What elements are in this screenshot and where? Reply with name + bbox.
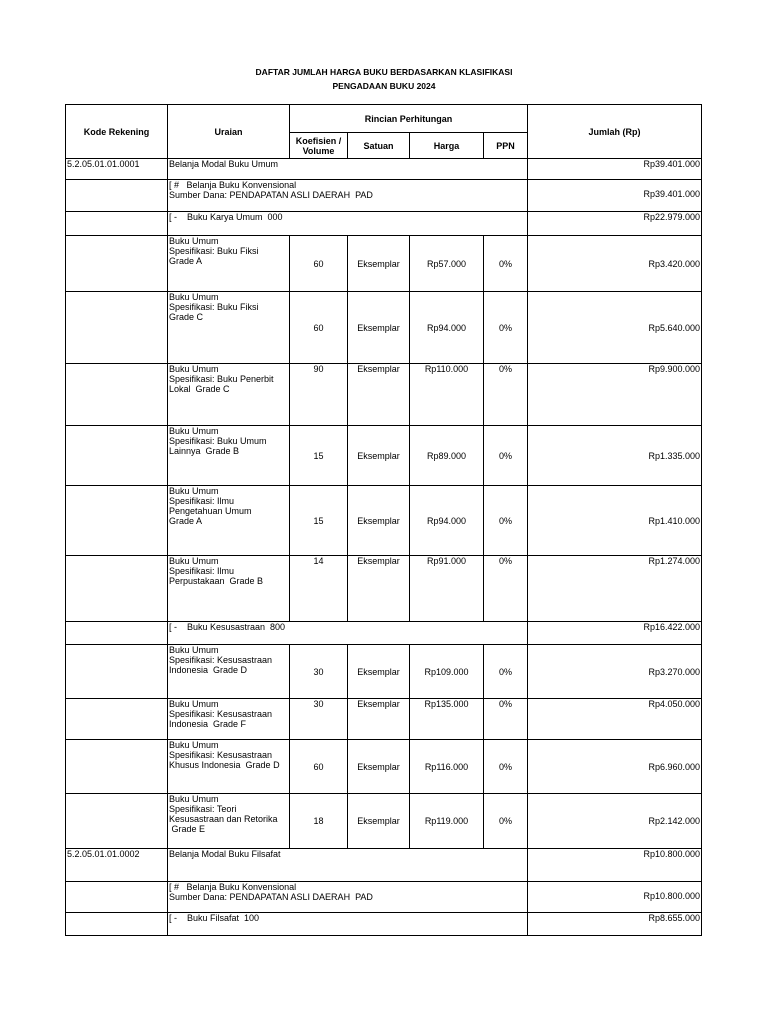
uraian-cell: [ # Belanja Buku Konvensional Sumber Dana: PENDAPATAN ASLI DAERAH PAD: [168, 882, 528, 913]
uraian-cell: Buku Umum Spesifikasi: Kesusastraan Indonesia Grade D: [168, 645, 290, 699]
kode-rekening-cell: 5.2.05.01.01.0001: [66, 159, 168, 180]
header-harga: Harga: [410, 133, 484, 159]
header-satuan: Satuan: [348, 133, 410, 159]
kode-rekening-cell: [66, 913, 168, 936]
uraian-cell: Buku Umum Spesifikasi: Ilmu Pengetahuan Umum Grade A: [168, 486, 290, 556]
volume-cell: 90: [290, 364, 348, 426]
volume-cell: 60: [290, 292, 348, 364]
jumlah-cell: Rp1.335.000: [528, 426, 702, 486]
uraian-cell: [ - Buku Karya Umum 000: [168, 212, 528, 236]
kode-rekening-cell: [66, 212, 168, 236]
item-row: [66, 364, 702, 426]
kode-rekening-cell: [66, 794, 168, 849]
uraian-cell: Belanja Modal Buku Filsafat: [168, 849, 528, 882]
ppn-cell: 0%: [484, 556, 528, 622]
jumlah-cell: Rp10.800.000: [528, 849, 702, 882]
jumlah-cell: Rp2.142.000: [528, 794, 702, 849]
kode-rekening-cell: [66, 622, 168, 645]
satuan-cell: Eksemplar: [348, 426, 410, 486]
ppn-cell: 0%: [484, 236, 528, 292]
harga-cell: Rp91.000: [410, 556, 484, 622]
header-ppn: PPN: [484, 133, 528, 159]
group-row: [66, 849, 702, 882]
harga-cell: Rp109.000: [410, 645, 484, 699]
jumlah-cell: Rp22.979.000: [528, 212, 702, 236]
header-uraian: Uraian: [168, 105, 290, 159]
volume-cell: 60: [290, 740, 348, 794]
jumlah-cell: Rp8.655.000: [528, 913, 702, 936]
header-jumlah: Jumlah (Rp): [528, 105, 702, 159]
ppn-cell: 0%: [484, 486, 528, 556]
ppn-cell: 0%: [484, 645, 528, 699]
kode-rekening-cell: [66, 740, 168, 794]
satuan-cell: Eksemplar: [348, 364, 410, 426]
item-row: [66, 556, 702, 622]
satuan-cell: Eksemplar: [348, 794, 410, 849]
satuan-cell: Eksemplar: [348, 236, 410, 292]
document-title: DAFTAR JUMLAH HARGA BUKU BERDASARKAN KLASIFIKASI: [255, 67, 513, 77]
kode-rekening-cell: [66, 292, 168, 364]
harga-cell: Rp94.000: [410, 486, 484, 556]
kode-rekening-cell: [66, 486, 168, 556]
harga-cell: Rp110.000: [410, 364, 484, 426]
uraian-cell: [ # Belanja Buku Konvensional Sumber Dana: PENDAPATAN ASLI DAERAH PAD: [168, 180, 528, 212]
volume-cell: 30: [290, 645, 348, 699]
jumlah-cell: Rp39.401.000: [528, 180, 702, 212]
group-row: [66, 159, 702, 180]
group-row: [66, 913, 702, 936]
volume-cell: 30: [290, 699, 348, 740]
group-row: [66, 882, 702, 913]
kode-rekening-cell: [66, 180, 168, 212]
kode-rekening-cell: [66, 556, 168, 622]
ppn-cell: 0%: [484, 699, 528, 740]
uraian-cell: Buku Umum Spesifikasi: Buku Fiksi Grade A: [168, 236, 290, 292]
volume-cell: 14: [290, 556, 348, 622]
jumlah-cell: Rp3.420.000: [528, 236, 702, 292]
ppn-cell: 0%: [484, 292, 528, 364]
group-row: [66, 622, 702, 645]
ppn-cell: 0%: [484, 364, 528, 426]
ppn-cell: 0%: [484, 794, 528, 849]
jumlah-cell: Rp9.900.000: [528, 364, 702, 426]
satuan-cell: Eksemplar: [348, 486, 410, 556]
harga-cell: Rp135.000: [410, 699, 484, 740]
kode-rekening-cell: [66, 364, 168, 426]
uraian-cell: Belanja Modal Buku Umum: [168, 159, 528, 180]
harga-cell: Rp119.000: [410, 794, 484, 849]
uraian-cell: Buku Umum Spesifikasi: Buku Umum Lainnya Grade B: [168, 426, 290, 486]
uraian-cell: [ - Buku Filsafat 100: [168, 913, 528, 936]
kode-rekening-cell: [66, 645, 168, 699]
group-row: [66, 212, 702, 236]
volume-cell: 60: [290, 236, 348, 292]
uraian-cell: [ - Buku Kesusastraan 800: [168, 622, 528, 645]
group-row: [66, 180, 702, 212]
jumlah-cell: Rp3.270.000: [528, 645, 702, 699]
harga-cell: Rp94.000: [410, 292, 484, 364]
satuan-cell: Eksemplar: [348, 740, 410, 794]
table-body: [66, 159, 702, 936]
satuan-cell: Eksemplar: [348, 292, 410, 364]
satuan-cell: Eksemplar: [348, 556, 410, 622]
volume-cell: 15: [290, 426, 348, 486]
uraian-cell: Buku Umum Spesifikasi: Buku Fiksi Grade C: [168, 292, 290, 364]
header-kode-rekening: Kode Rekening: [66, 105, 168, 159]
kode-rekening-cell: [66, 699, 168, 740]
kode-rekening-cell: 5.2.05.01.01.0002: [66, 849, 168, 882]
item-row: [66, 236, 702, 292]
ppn-cell: 0%: [484, 426, 528, 486]
uraian-cell: Buku Umum Spesifikasi: Kesusastraan Indonesia Grade F: [168, 699, 290, 740]
kode-rekening-cell: [66, 236, 168, 292]
item-row: [66, 740, 702, 794]
uraian-cell: Buku Umum Spesifikasi: Kesusastraan Khusus Indonesia Grade D: [168, 740, 290, 794]
budget-table: [65, 104, 702, 936]
jumlah-cell: Rp16.422.000: [528, 622, 702, 645]
jumlah-cell: Rp39.401.000: [528, 159, 702, 180]
jumlah-cell: Rp1.274.000: [528, 556, 702, 622]
item-row: [66, 645, 702, 699]
jumlah-cell: Rp4.050.000: [528, 699, 702, 740]
document-subtitle: PENGADAAN BUKU 2024: [332, 81, 436, 91]
jumlah-cell: Rp6.960.000: [528, 740, 702, 794]
item-row: [66, 486, 702, 556]
kode-rekening-cell: [66, 882, 168, 913]
uraian-cell: Buku Umum Spesifikasi: Ilmu Perpustakaan Grade B: [168, 556, 290, 622]
volume-cell: 18: [290, 794, 348, 849]
item-row: [66, 426, 702, 486]
satuan-cell: Eksemplar: [348, 645, 410, 699]
jumlah-cell: Rp1.410.000: [528, 486, 702, 556]
kode-rekening-cell: [66, 426, 168, 486]
item-row: [66, 699, 702, 740]
harga-cell: Rp57.000: [410, 236, 484, 292]
harga-cell: Rp89.000: [410, 426, 484, 486]
harga-cell: Rp116.000: [410, 740, 484, 794]
uraian-cell: Buku Umum Spesifikasi: Buku Penerbit Lokal Grade C: [168, 364, 290, 426]
header-rincian-perhitungan: Rincian Perhitungan: [290, 105, 528, 133]
item-row: [66, 292, 702, 364]
volume-cell: 15: [290, 486, 348, 556]
uraian-cell: Buku Umum Spesifikasi: Teori Kesusastraan dan Retorika Grade E: [168, 794, 290, 849]
header-row-1: [66, 105, 702, 133]
header-koefisien: Koefisien / Volume: [290, 133, 348, 159]
jumlah-cell: Rp10.800.000: [528, 882, 702, 913]
satuan-cell: Eksemplar: [348, 699, 410, 740]
ppn-cell: 0%: [484, 740, 528, 794]
jumlah-cell: Rp5.640.000: [528, 292, 702, 364]
item-row: [66, 794, 702, 849]
